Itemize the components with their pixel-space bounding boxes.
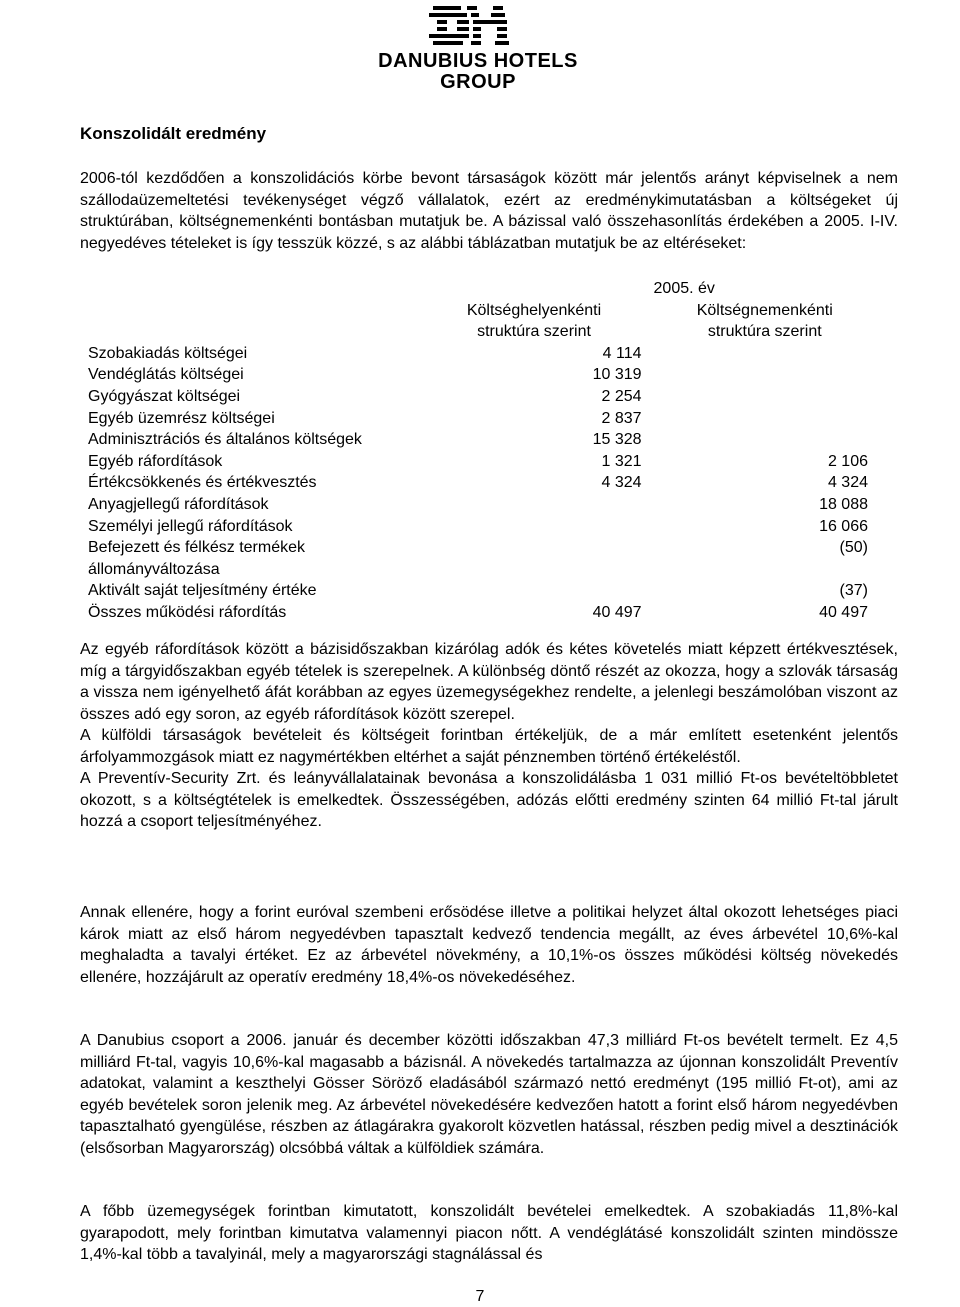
paragraph-other-expenses: Az egyéb ráfordítások között a bázisidőszakban kizárólag adók és kétes követelés miatt képzett értékvesztések, míg a tárgyidőszakban egyéb tételek is szerepelnek. A különbség döntő részét az okozza, hogy a szlovák társaság a vissza nem igényelhető áfát korábban az egyes üzemegységekhez rendelte, a jelenlegi beszámolóban viszont az összes adó egy soron, az egyéb ráfordítások között szerepel.: [80, 641, 898, 723]
row-value-2: 4 324: [827, 474, 868, 492]
row-value-2: 18 088: [819, 495, 868, 513]
row-label: Egyéb ráfordítások: [88, 452, 223, 470]
section-title: Konszolidált eredmény: [80, 124, 267, 143]
row-value-1: 4 324: [601, 474, 642, 492]
table-row: [88, 429, 868, 451]
row-label: Befejezett és félkész termékek állományváltozása: [88, 539, 305, 578]
intro-paragraph: [80, 168, 898, 254]
table-row: [88, 494, 868, 516]
col1-header-line1: Költséghelyenkénti: [466, 301, 602, 319]
row-value-2: 2 106: [827, 452, 868, 470]
table-row: [88, 343, 868, 365]
row-value-1: 1 321: [601, 452, 642, 470]
table-year-row: [88, 278, 868, 300]
paragraph-text: A Danubius csoport a 2006. január és december közötti időszakban 47,3 milliárd Ft-os bevételt termelt. Ez 4,5 milliárd Ft-tal, vagyis 10,6%-kal magasabb a bázisnál. A növekedés tartalmazza az újonnan konszolidált Preventív adatokat, valamint a keszthelyi Gösser Söröző eladásából származó nettó eredményt (195 millió Ft-ot), ami az egyéb bevételek soron jelenik meg. Az árbevétel növekedésére kedvezően hatott a forint első három negyedévben tapasztalható gyengülése, részben az átlagárakra gyakorolt közvetlen hatással, részben pedig mivel a desztinációk (elsősorban Magyarország) olcsóbbá váltak a külföldiek számára.: [80, 1032, 898, 1157]
paragraph-foreign-companies: A külföldi társaságok bevételeit és költségeit forintban értékeljük, de a már említett esetenként jelentős árfolyammozgások miatt ez nagymértékben eltérhet a saját pénznemben történő értékeléstől.: [80, 727, 898, 766]
row-label: Egyéb üzemrész költségei: [88, 409, 275, 427]
row-value-1: [517, 494, 642, 516]
row-value-2: 16 066: [819, 517, 868, 535]
page-number: 7: [475, 1288, 485, 1305]
row-label: Vendéglátás költségei: [88, 366, 244, 384]
cost-structure-table: [88, 278, 868, 624]
year-header: 2005. év: [653, 280, 715, 297]
table-row: [88, 580, 868, 602]
table-row: [88, 408, 868, 430]
table-row: [88, 472, 868, 494]
col1-header: [466, 300, 642, 343]
row-value-2: [642, 343, 868, 365]
row-value-1: [517, 537, 642, 580]
row-value-2: (37): [839, 582, 868, 600]
table-row: [88, 364, 868, 386]
row-label: Szobakiadás költségei: [88, 344, 248, 362]
row-label: Gyógyászat költségei: [88, 387, 241, 405]
row-label: Értékcsökkenés és értékvesztés: [88, 474, 317, 492]
row-value-1: 10 319: [592, 366, 642, 384]
paragraph-text: A főbb üzemegységek forintban kimutatott, konszolidált bevételei emelkedtek. A szobakiadás 11,8%-kal gyarapodott, mely forintban kimutatva valamennyi piacon nőtt. A vendéglátásé konszolidált szinten mindössze 1,4%-kal több a tavalyinál, mely a magyarországi stagnálással és: [80, 1203, 898, 1263]
col2-header: [642, 300, 868, 343]
row-label: Személyi jellegű ráfordítások: [88, 517, 293, 535]
row-label: Aktivált saját teljesítmény értéke: [88, 582, 317, 600]
col2-header-line2: struktúra szerint: [707, 323, 822, 341]
row-value-2: [642, 386, 868, 408]
row-label: Összes működési ráfordítás: [88, 603, 287, 621]
row-value-1: 2 837: [601, 409, 642, 427]
paragraph-block-1: [80, 639, 898, 833]
row-value-1: [517, 580, 642, 602]
paragraph-group-revenue: [80, 1030, 898, 1159]
row-value-2: [642, 364, 868, 386]
row-value-1: 15 328: [592, 431, 642, 449]
paragraph-units-revenue: [80, 1201, 898, 1266]
table-row: [88, 451, 868, 473]
row-label: Adminisztrációs és általános költségek: [88, 431, 362, 449]
row-value-2: [642, 429, 868, 451]
row-value-1: 4 114: [602, 344, 642, 362]
table-row: [88, 602, 868, 624]
table-row: [88, 386, 868, 408]
brand-name-line2: GROUP: [440, 71, 516, 93]
row-value-2: [642, 408, 868, 430]
paragraph-text: Annak ellenére, hogy a forint euróval szembeni erősödése illetve a politikai helyzet által okozott lehetséges piaci károk miatt az első három negyedévben tapasztalt kedvező tendencia megállt, az éves árbevétel 10,6%-kal meghaladta a tavalyi értéket. Ez az árbevétel növekmény, a 10,1%-os összes működési költség növekedés ellenére, hozzájárult az operatív eredmény 18,4%-os növekedéséhez.: [80, 904, 898, 986]
row-value-2: (50): [839, 539, 868, 557]
intro-text: 2006-tól kezdődően a konszolidációs körbe bevont társaságok között már jelentős arányt képviselnek a nem szállodaüzemeltetési tevékenységet végző vállalatok, ezért az eredménykimutatásban a költségeket új struktúrában, költségnemenkénti bontásban mutatjuk be. A bázissal való összehasonlítás érdekében a 2005. I-IV. negyedéves tételeket is így tesszük közzé, s az alábbi táblázatban mutatjuk be az eltéréseket:: [80, 170, 898, 252]
col1-header-line2: struktúra szerint: [477, 323, 591, 341]
company-logo: [358, 2, 598, 92]
table-header-row: [88, 300, 868, 343]
row-label: Anyagjellegű ráfordítások: [88, 495, 269, 513]
row-value-1: [517, 516, 642, 538]
row-value-1: 2 254: [601, 387, 642, 405]
brand-name-line1: DANUBIUS HOTELS: [378, 50, 578, 72]
table-row: [88, 516, 868, 538]
col2-header-line1: Költségnemenkénti: [696, 301, 833, 319]
dh-monogram-icon: [393, 2, 563, 48]
paragraph-preventiv: A Preventív-Security Zrt. és leányvállalatainak bevonása a konszolidálásba 1 031 millió Ft-os bevételtöbbletet okozott, s a költségtételek is emelkedtek. Összességében, adózás előtti eredmény szinten 64 millió Ft-tal járult hozzá a csoport teljesítményéhez.: [80, 770, 898, 830]
row-value-1: 40 497: [592, 603, 642, 621]
row-value-2: 40 497: [819, 603, 868, 621]
table-row: [88, 537, 868, 580]
paragraph-revenue-trend: [80, 902, 898, 988]
